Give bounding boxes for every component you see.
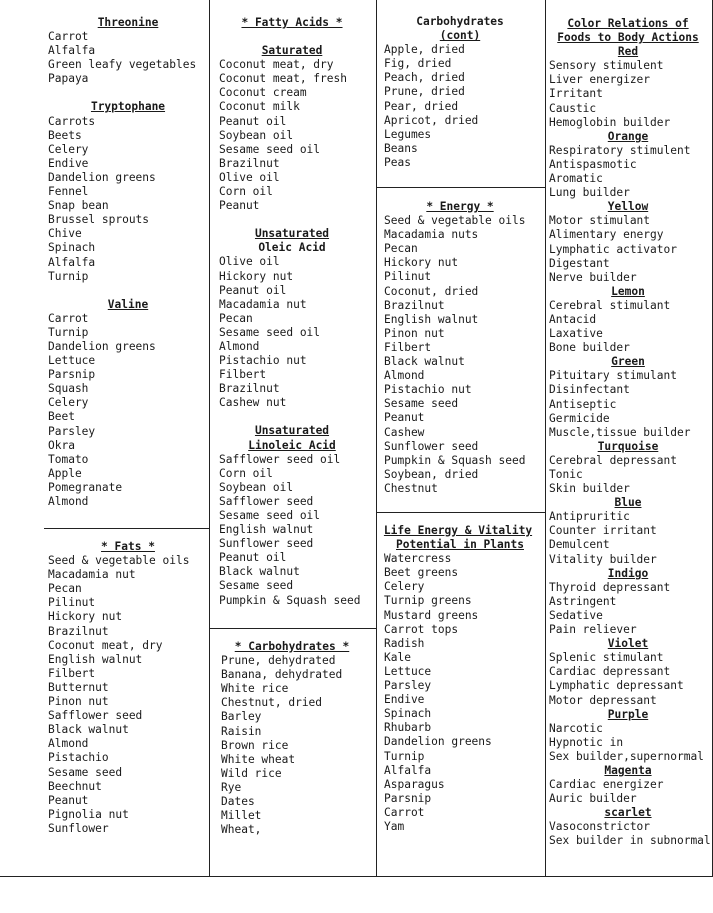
list-item: Peanut oil (219, 551, 287, 565)
list-item: Cerebral stimulant (549, 298, 671, 312)
list-item: Peanut (219, 199, 260, 213)
list-item: Spinach (48, 241, 96, 255)
column-carbs-cont (384, 15, 544, 170)
list-item: Demulcent (549, 538, 610, 552)
list-item: Green leafy vegetables (48, 58, 197, 72)
list-item: Pecan (219, 311, 253, 325)
list-item: Carrots (48, 114, 96, 128)
item-list (384, 552, 544, 834)
list-item: Disinfectant (549, 383, 630, 397)
list-item: Muscle,tissue builder (549, 425, 691, 439)
list-item: English walnut (384, 312, 479, 326)
list-item: Almond (384, 369, 425, 383)
list-item: Hickory nut (48, 610, 123, 624)
list-item: Germicide (549, 411, 610, 425)
list-item: Pistachio nut (384, 383, 472, 397)
list-item: Skin builder (549, 482, 630, 496)
list-item: Brussel sprouts (48, 213, 150, 227)
list-item: Chestnut, dried (221, 696, 323, 710)
item-list (48, 312, 208, 509)
list-item: Parsnip (384, 791, 432, 805)
list-item: Parsley (48, 424, 96, 438)
item-list (221, 654, 375, 837)
list-item: Coconut meat, fresh (219, 72, 347, 86)
list-item: Liver energizer (549, 73, 651, 87)
list-item: Safflower seed oil (219, 452, 341, 466)
list-item: Alfalfa (384, 763, 432, 777)
list-item: Snap bean (48, 199, 109, 213)
list-item: Peanut (384, 411, 425, 425)
list-item: Almond (48, 737, 89, 751)
list-item: Beets (48, 128, 82, 142)
list-item: Pear, dried (384, 99, 459, 113)
list-item: Cardiac energizer (549, 778, 664, 792)
list-item: Dandelion greens (48, 339, 156, 353)
list-item: White rice (221, 682, 289, 696)
section-heading: Unsaturated (254, 424, 330, 438)
list-item: Lettuce (48, 354, 96, 368)
list-item: Dates (221, 795, 255, 809)
list-item: Beans (384, 141, 418, 155)
list-item: Dandelion greens (384, 735, 492, 749)
color-heading: Magenta (604, 763, 652, 777)
list-item: Laxative (549, 327, 603, 341)
color-heading: Red (617, 45, 639, 59)
column-energy (384, 200, 544, 496)
list-item: Black walnut (384, 355, 465, 369)
list-item: Hemoglobin builder (549, 115, 671, 129)
list-item: Apricot, dried (384, 113, 479, 127)
list-item: Filbert (384, 340, 432, 354)
section-heading: Saturated (261, 44, 323, 58)
list-item: Corn oil (219, 466, 273, 480)
list-item: Cerebral depressant (549, 453, 677, 467)
column-amino-acids-fats (48, 16, 208, 509)
list-item: Sedative (549, 608, 603, 622)
list-item: Astringent (549, 594, 617, 608)
list-item: Soybean oil (219, 128, 294, 142)
list-item: Papaya (48, 72, 89, 86)
list-item: Pumpkin & Squash seed (219, 593, 361, 607)
list-item: Celery (48, 142, 89, 156)
list-item: Alfalfa (48, 255, 96, 269)
list-item: Okra (48, 438, 75, 452)
list-item: Coconut, dried (384, 284, 479, 298)
list-item: Pignolia nut (48, 807, 129, 821)
list-item: Antipruritic (549, 510, 630, 524)
list-item: Asparagus (384, 777, 445, 791)
list-item: Aromatic (549, 172, 603, 186)
list-item: Fig, dried (384, 57, 452, 71)
list-item: Pomegranate (48, 480, 123, 494)
list-item: Seed & vegetable oils (384, 214, 526, 228)
list-item: Pinon nut (48, 695, 109, 709)
list-item: Seed & vegetable oils (48, 554, 190, 568)
list-item: Sesame seed (219, 579, 294, 593)
list-item: Butternut (48, 680, 109, 694)
section-heading: Unsaturated (254, 227, 330, 241)
list-item: Sensory stimulent (549, 59, 664, 73)
column-fatty-acids (219, 16, 375, 608)
list-item: Digestant (549, 256, 610, 270)
page-title: Color Relations of (567, 17, 689, 30)
list-item: English walnut (48, 652, 143, 666)
list-item: Motor stimulant (549, 214, 651, 228)
list-item: Squash (48, 382, 89, 396)
list-item: Parsley (384, 679, 432, 693)
list-item: Spinach (384, 707, 432, 721)
list-item: Peanut (48, 793, 89, 807)
list-item: Peach, dried (384, 71, 465, 85)
list-item: Carrot (384, 805, 425, 819)
list-item: Coconut meat, dry (219, 58, 334, 72)
list-item: Safflower seed (219, 494, 314, 508)
list-item: Respiratory stimulent (549, 143, 691, 157)
list-item: Turnip greens (384, 594, 472, 608)
column-color-relations (549, 17, 711, 849)
column-divider (376, 0, 377, 876)
list-item: Pain reliever (549, 623, 637, 637)
list-item: Sesame seed oil (219, 509, 321, 522)
list-item: Barley (221, 710, 262, 724)
list-item: Carrot (48, 311, 89, 325)
list-item: Dandelion greens (48, 170, 156, 184)
list-item: Soybean, dried (384, 467, 479, 481)
list-item: Pilinut (384, 270, 432, 284)
color-heading: Orange (607, 129, 649, 143)
list-item: Wheat, (221, 823, 262, 837)
list-item: Peas (384, 155, 411, 169)
color-groups (549, 45, 711, 848)
list-item: Prune, dehydrated (221, 654, 336, 668)
list-item: Sunflower seed (219, 537, 314, 551)
list-item: Splenic stimulant (549, 651, 664, 665)
column-fats (48, 540, 208, 836)
list-item: Lymphatic depressant (549, 679, 684, 693)
list-item: Celery (384, 580, 425, 594)
list-item: Filbert (48, 666, 96, 680)
list-item: Millet (221, 809, 262, 823)
list-item: Chive (48, 227, 82, 241)
list-item: Turnip (48, 325, 89, 339)
list-item: Alimentary energy (549, 228, 664, 242)
section-heading: Threonine (97, 16, 159, 29)
list-item: Coconut milk (219, 100, 300, 114)
section-heading: * Carbohydrates * (234, 640, 350, 653)
section-divider (376, 512, 546, 513)
list-item: Counter irritant (549, 524, 657, 538)
list-item: Kale (384, 650, 411, 664)
list-item: Pecan (384, 242, 418, 256)
list-item: Filbert (219, 368, 267, 382)
list-item: Banana, dehydrated (221, 668, 343, 682)
list-item: Almond (219, 339, 260, 353)
list-item: Alfalfa (48, 44, 96, 58)
section-heading: * Energy * (426, 200, 494, 213)
list-item: Vitality builder (549, 552, 657, 566)
list-item: Irritant (549, 87, 603, 101)
section-heading: * Fats * (101, 540, 155, 553)
list-item: Cardiac depressant (549, 665, 671, 679)
list-item: Tonic (549, 468, 583, 481)
list-item: Antispasmotic (549, 157, 637, 171)
list-item: Sesame seed oil (219, 325, 321, 339)
list-item: Corn oil (219, 185, 273, 199)
section-subheading: Linoleic Acid (248, 438, 336, 452)
list-item: Narcotic (549, 721, 603, 735)
list-item: English walnut (219, 523, 314, 537)
list-item: Pilinut (48, 596, 96, 610)
color-heading: Lemon (611, 284, 645, 298)
column-carbohydrates (221, 640, 375, 837)
list-item: Peanut oil (219, 283, 287, 297)
list-item: Endive (48, 156, 89, 170)
section-heading: Life Energy & Vitality (383, 524, 533, 537)
list-item: Apple, dried (384, 43, 465, 57)
list-item: Brazilnut (219, 156, 280, 170)
color-heading: scarlet (604, 806, 652, 820)
list-item: Safflower seed (48, 709, 143, 723)
list-item: Macadamia nut (219, 297, 307, 311)
list-item: Turnip (48, 269, 89, 283)
list-item: Black walnut (219, 565, 300, 579)
list-item: Wild rice (221, 766, 282, 780)
list-item: Mustard greens (384, 608, 479, 622)
list-item: Lung builder (549, 186, 630, 200)
section-subheading: Oleic Acid (258, 241, 326, 255)
section-heading: Tryptophane (90, 100, 166, 114)
list-item: Turnip (384, 749, 425, 763)
list-item: Beet greens (384, 566, 459, 580)
section-heading: Valine (107, 297, 149, 311)
list-item: Rye (221, 780, 242, 794)
section-divider (44, 528, 210, 529)
list-item: Brazilnut (48, 624, 109, 638)
list-item: Endive (384, 693, 425, 707)
section-heading: * Fatty Acids * (241, 16, 343, 29)
list-item: Pistachio nut (219, 354, 307, 368)
column-life-energy (384, 524, 544, 834)
list-item: Fennel (48, 185, 89, 199)
list-item: Antiseptic (549, 397, 617, 411)
list-item: Yam (384, 819, 405, 833)
list-item: Pistachio (48, 751, 109, 765)
list-item: Sesame seed (48, 765, 123, 779)
color-heading: Indigo (607, 566, 649, 580)
list-item: Hypnotic in (549, 735, 624, 749)
list-item: Olive oil (219, 255, 280, 269)
color-heading: Blue (614, 496, 642, 510)
list-item: Caustic (549, 101, 597, 115)
list-item: Sunflower (48, 821, 109, 835)
item-list (48, 30, 208, 86)
list-item: Watercress (384, 552, 452, 566)
list-item: Lettuce (384, 664, 432, 678)
list-item: Macadamia nut (48, 568, 136, 582)
list-item: Brown rice (221, 738, 289, 752)
list-item: Cashew nut (219, 396, 287, 410)
list-item: Auric builder (549, 792, 637, 806)
item-list (219, 255, 375, 410)
bottom-border (0, 876, 713, 877)
list-item: Pinon nut (384, 326, 445, 340)
list-item: Prune, dried (384, 85, 465, 99)
item-list (219, 453, 375, 608)
list-item: Pumpkin & Squash seed (384, 453, 526, 467)
list-item: Antacid (549, 312, 597, 326)
list-item: Soybean oil (219, 480, 294, 494)
section-divider (209, 628, 377, 629)
list-item: Thyroid depressant (549, 580, 671, 594)
list-item: Radish (384, 636, 425, 650)
list-item: Sesame seed oil (219, 142, 321, 156)
list-item: Brazilnut (219, 382, 280, 396)
list-item: Rhubarb (384, 721, 432, 735)
list-item: Sex builder in subnormal (549, 834, 711, 848)
list-item: Beet (48, 410, 75, 424)
list-item: Hickory nut (384, 256, 459, 270)
color-heading: Purple (607, 707, 649, 721)
list-item: Tomato (48, 452, 89, 466)
item-list (48, 115, 208, 284)
page-subtitle: Foods to Body Actions (557, 31, 699, 45)
list-item: Pituitary stimulant (549, 369, 677, 383)
list-item: Bone builder (549, 341, 630, 355)
color-heading: Turquoise (597, 439, 659, 453)
item-list (48, 554, 208, 836)
color-heading: Violet (607, 637, 649, 651)
list-item: Carrot (48, 30, 89, 44)
list-item: Legumes (384, 127, 432, 141)
list-item: Almond (48, 495, 89, 508)
list-item: Chestnut (384, 481, 438, 495)
color-heading: Yellow (607, 200, 649, 214)
section-heading: Carbohydrates (416, 15, 504, 28)
list-item: Lymphatic activator (549, 242, 677, 256)
list-item: Nerve builder (549, 270, 637, 284)
list-item: Celery (48, 396, 89, 410)
list-item: Coconut meat, dry (48, 638, 163, 652)
list-item: Sex builder,supernormal (549, 749, 704, 763)
list-item: Vasoconstrictor (549, 820, 651, 834)
list-item: Coconut cream (219, 86, 307, 100)
list-item: Raisin (221, 724, 262, 738)
list-item: Macadamia nuts (384, 228, 479, 242)
list-item: Brazilnut (384, 298, 445, 312)
list-item: Carrot tops (384, 622, 459, 636)
list-item: Beechnut (48, 779, 102, 793)
list-item: Olive oil (219, 170, 280, 184)
item-list (384, 214, 544, 496)
list-item: Pecan (48, 582, 82, 596)
list-item: Parsnip (48, 368, 96, 382)
list-item: Sesame seed (384, 397, 459, 411)
list-item: Apple (48, 466, 82, 480)
list-item: Sunflower seed (384, 439, 479, 453)
section-subheading: (cont) (439, 29, 481, 43)
list-item: Cashew (384, 425, 425, 439)
section-divider (376, 187, 546, 188)
item-list (219, 58, 375, 213)
color-heading: Green (611, 355, 645, 369)
list-item: Motor depressant (549, 693, 657, 707)
list-item: Hickory nut (219, 269, 294, 283)
item-list (384, 43, 544, 170)
list-item: White wheat (221, 752, 296, 766)
list-item: Black walnut (48, 723, 129, 737)
section-subheading: Potential in Plants (396, 538, 524, 552)
list-item: Peanut oil (219, 114, 287, 128)
